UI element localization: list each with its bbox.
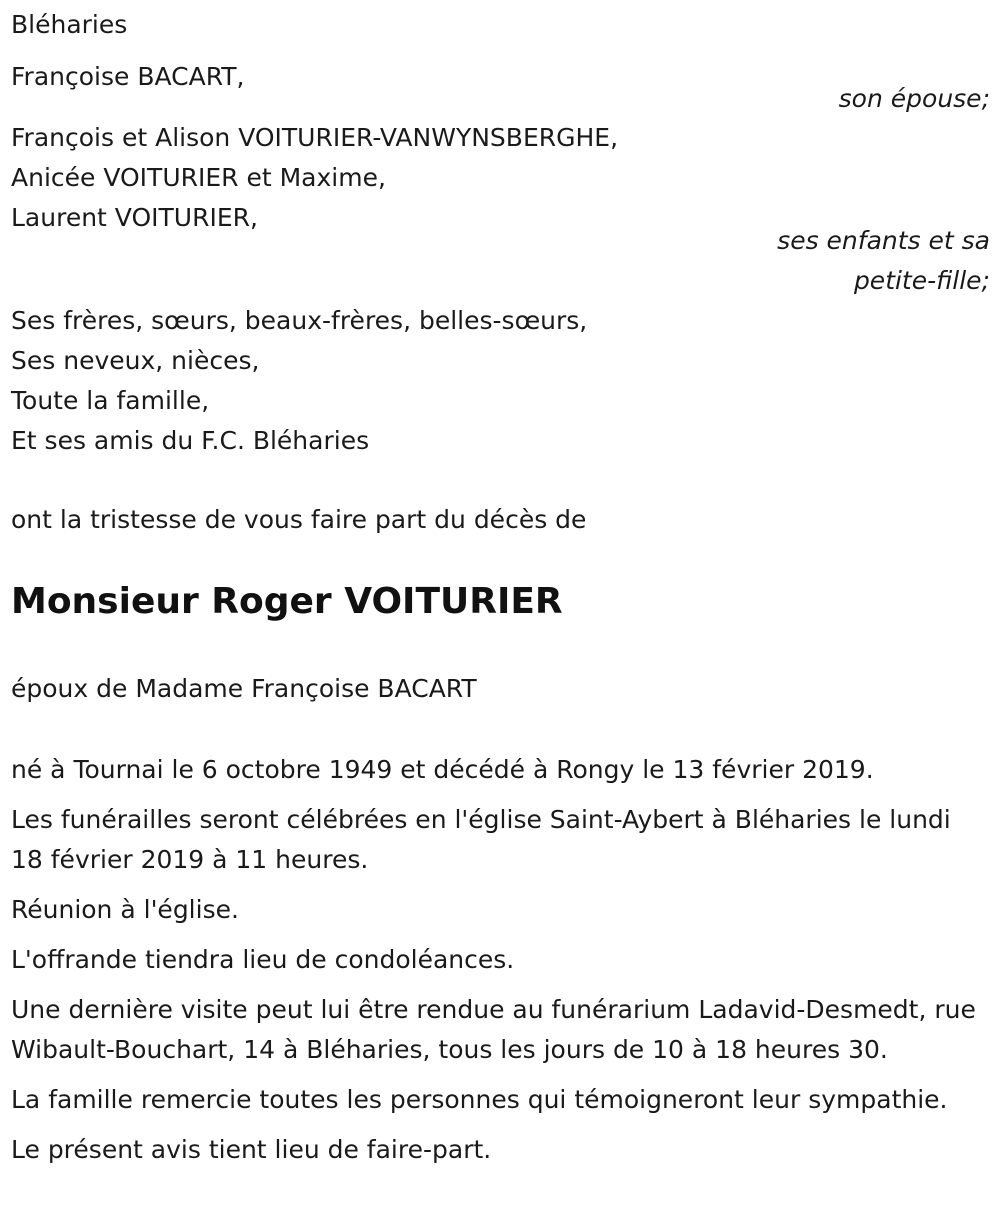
family-entry: Toute la famille, [11, 386, 210, 415]
detail-paragraph: Les funérailles seront célébrées en l'église Saint-Aybert à Bléharies le lundi 18 février 2019 à 11 heures. [11, 805, 951, 874]
detail-paragraph: Réunion à l'église. [11, 895, 239, 924]
child-entry: Laurent VOITURIER, [11, 203, 258, 232]
detail-paragraph: né à Tournai le 6 octobre 1949 et décédé à Rongy le 13 février 2019. [11, 755, 874, 784]
child-entry: Anicée VOITURIER et Maxime, [11, 163, 386, 192]
details-section [11, 750, 986, 1180]
spouse-name: Françoise BACART, [11, 62, 245, 91]
children-role-line: petite-fille; [853, 266, 990, 295]
children-role [590, 221, 990, 301]
family-list [11, 301, 587, 461]
family-entry: Ses neveux, nièces, [11, 346, 260, 375]
children-role-line: ses enfants et sa [777, 226, 990, 255]
detail-paragraph: Le présent avis tient lieu de faire-part. [11, 1135, 492, 1164]
children-list [11, 118, 618, 238]
locality: Bléharies [11, 10, 128, 39]
spouse-role: son épouse; [838, 84, 990, 113]
husband-of: époux de Madame Françoise BACART [11, 674, 477, 703]
detail-paragraph: La famille remercie toutes les personnes qui témoigneront leur sympathie. [11, 1085, 948, 1114]
detail-paragraph: L'offrande tiendra lieu de condoléances. [11, 945, 515, 974]
deceased-name: Monsieur Roger VOITURIER [11, 581, 563, 622]
announcement-text: ont la tristesse de vous faire part du décès de [11, 505, 587, 534]
child-entry: François et Alison VOITURIER-VANWYNSBERGHE, [11, 123, 619, 152]
detail-paragraph: Une dernière visite peut lui être rendue au funérarium Ladavid-Desmedt, rue Wibault-Bouchart, 14 à Bléharies, tous les jours de 10 à 18 heures 30. [11, 995, 976, 1064]
family-entry: Ses frères, sœurs, beaux-frères, belles-sœurs, [11, 306, 588, 335]
family-entry: Et ses amis du F.C. Bléharies [11, 426, 370, 455]
